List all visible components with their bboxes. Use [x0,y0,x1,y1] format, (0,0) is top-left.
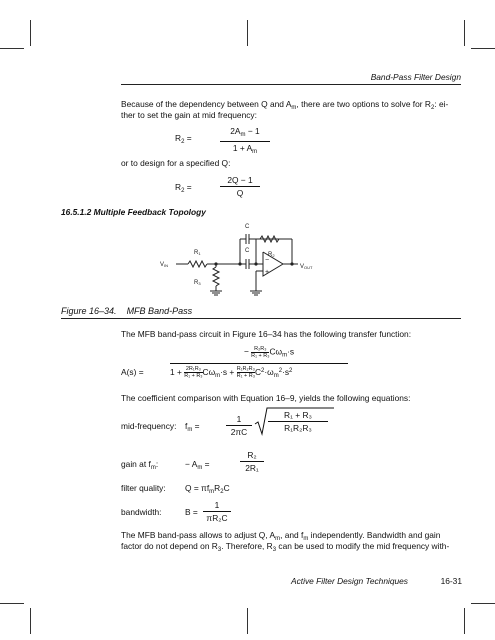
q-label: filter quality: [121,483,166,493]
eq2-lhs: $R_2$ = [175,182,192,194]
crop-mark [30,20,31,46]
eq2-fraction: $\frac{2Q - 1}{Q}$ [220,175,260,198]
label-vout: VOUT [300,264,313,270]
label-r1: R1 [194,250,201,256]
crop-mark [247,20,248,46]
transfer-intro: The MFB band-pass circuit in Figure 16–34 has the following transfer function: [121,329,412,339]
transfer-fraction: − $\frac{\text{R₂R₃}}{\text{R₁ + R₃}}$ $C\omega_m\cdot s$ 1 + $\frac{\text{2R₁R₃}}{\text{R₁ + R₃}}$ $C\omega_m\cdot s$ + $\frac{\text{R₁R₂R₃}}{\text{R₁ + R₃}}$ $C^2\cdot\omega_m^2\cdot s^2$ [170,346,348,381]
running-header: Band-Pass Filter Design [370,72,461,82]
footer-page-number: 16-31 [440,576,462,586]
crop-mark [464,608,465,634]
figure-caption: Figure 16–34. MFB Band-Pass [61,306,193,316]
q-expression: $Q = \pi f_mR_2C$ [185,483,230,495]
crop-mark [30,608,31,634]
crop-mark [0,603,24,604]
crop-mark [0,48,24,49]
gain-lhs: − $A_m$ = [185,459,210,471]
closing-line-1: The MFB band-pass allows to adjust Q, $A_m$, and $f_m$ independently. Bandwidth and gain [121,530,441,542]
intro-line-2: ther to set the gain at mid frequency: [121,110,257,120]
closing-line-2: factor do not depend on $R_3$. Therefore, $R_3$ can be used to modify the mid frequency with- [121,541,450,553]
bw-fraction: $\frac{1}{\text{πR₂C}}$ [203,500,231,523]
bw-lhs: B = [185,507,198,517]
coef-text: The coefficient comparison with Equation 16–9, yields the following equations: [121,393,411,403]
crop-mark [471,603,495,604]
gain-label: gain at $f_m$: [121,459,159,471]
bw-label: bandwidth: [121,507,162,517]
op-minus: − [265,257,270,264]
or-text: or to design for a specified Q: [121,158,231,168]
crop-mark [471,48,495,49]
label-vin: VIN [160,262,169,268]
section-heading: 16.5.1.2 Multiple Feedback Topology [61,207,206,217]
header-rule [121,84,461,85]
eq1-fraction: $\frac{2A_m - 1}{1 + A_m}$ [220,126,270,157]
crop-mark [464,20,465,46]
intro-line-1: Because of the dependency between Q and $A_m$, there are two options to solve for $R_2$: ei- [121,99,449,111]
figure-rule [61,318,461,319]
footer-chapter: Active Filter Design Techniques [291,576,408,586]
mfb-circuit-diagram [150,218,400,298]
transfer-lhs: A(s) = [121,367,144,377]
op-plus: + [265,269,270,276]
mid-label: mid-frequency: [121,421,177,431]
label-r3: R3 [194,280,201,286]
gain-fraction: $\frac{\text{R₂}}{\text{2R₁}}$ [240,450,264,473]
label-c-mid: C [245,248,250,254]
label-r2: R2 [268,252,275,258]
mid-fraction: $\frac{1}{2\pi C}$ [226,414,252,437]
mid-root-fraction: $\frac{\text{R₁ + R₃}}{\text{R₁R₂R₃}}$ [268,410,328,433]
mid-lhs: $f_m$ = [185,421,200,433]
crop-mark [247,608,248,634]
eq1-lhs: $R_2$ = [175,133,192,145]
label-c-top: C [245,224,250,230]
